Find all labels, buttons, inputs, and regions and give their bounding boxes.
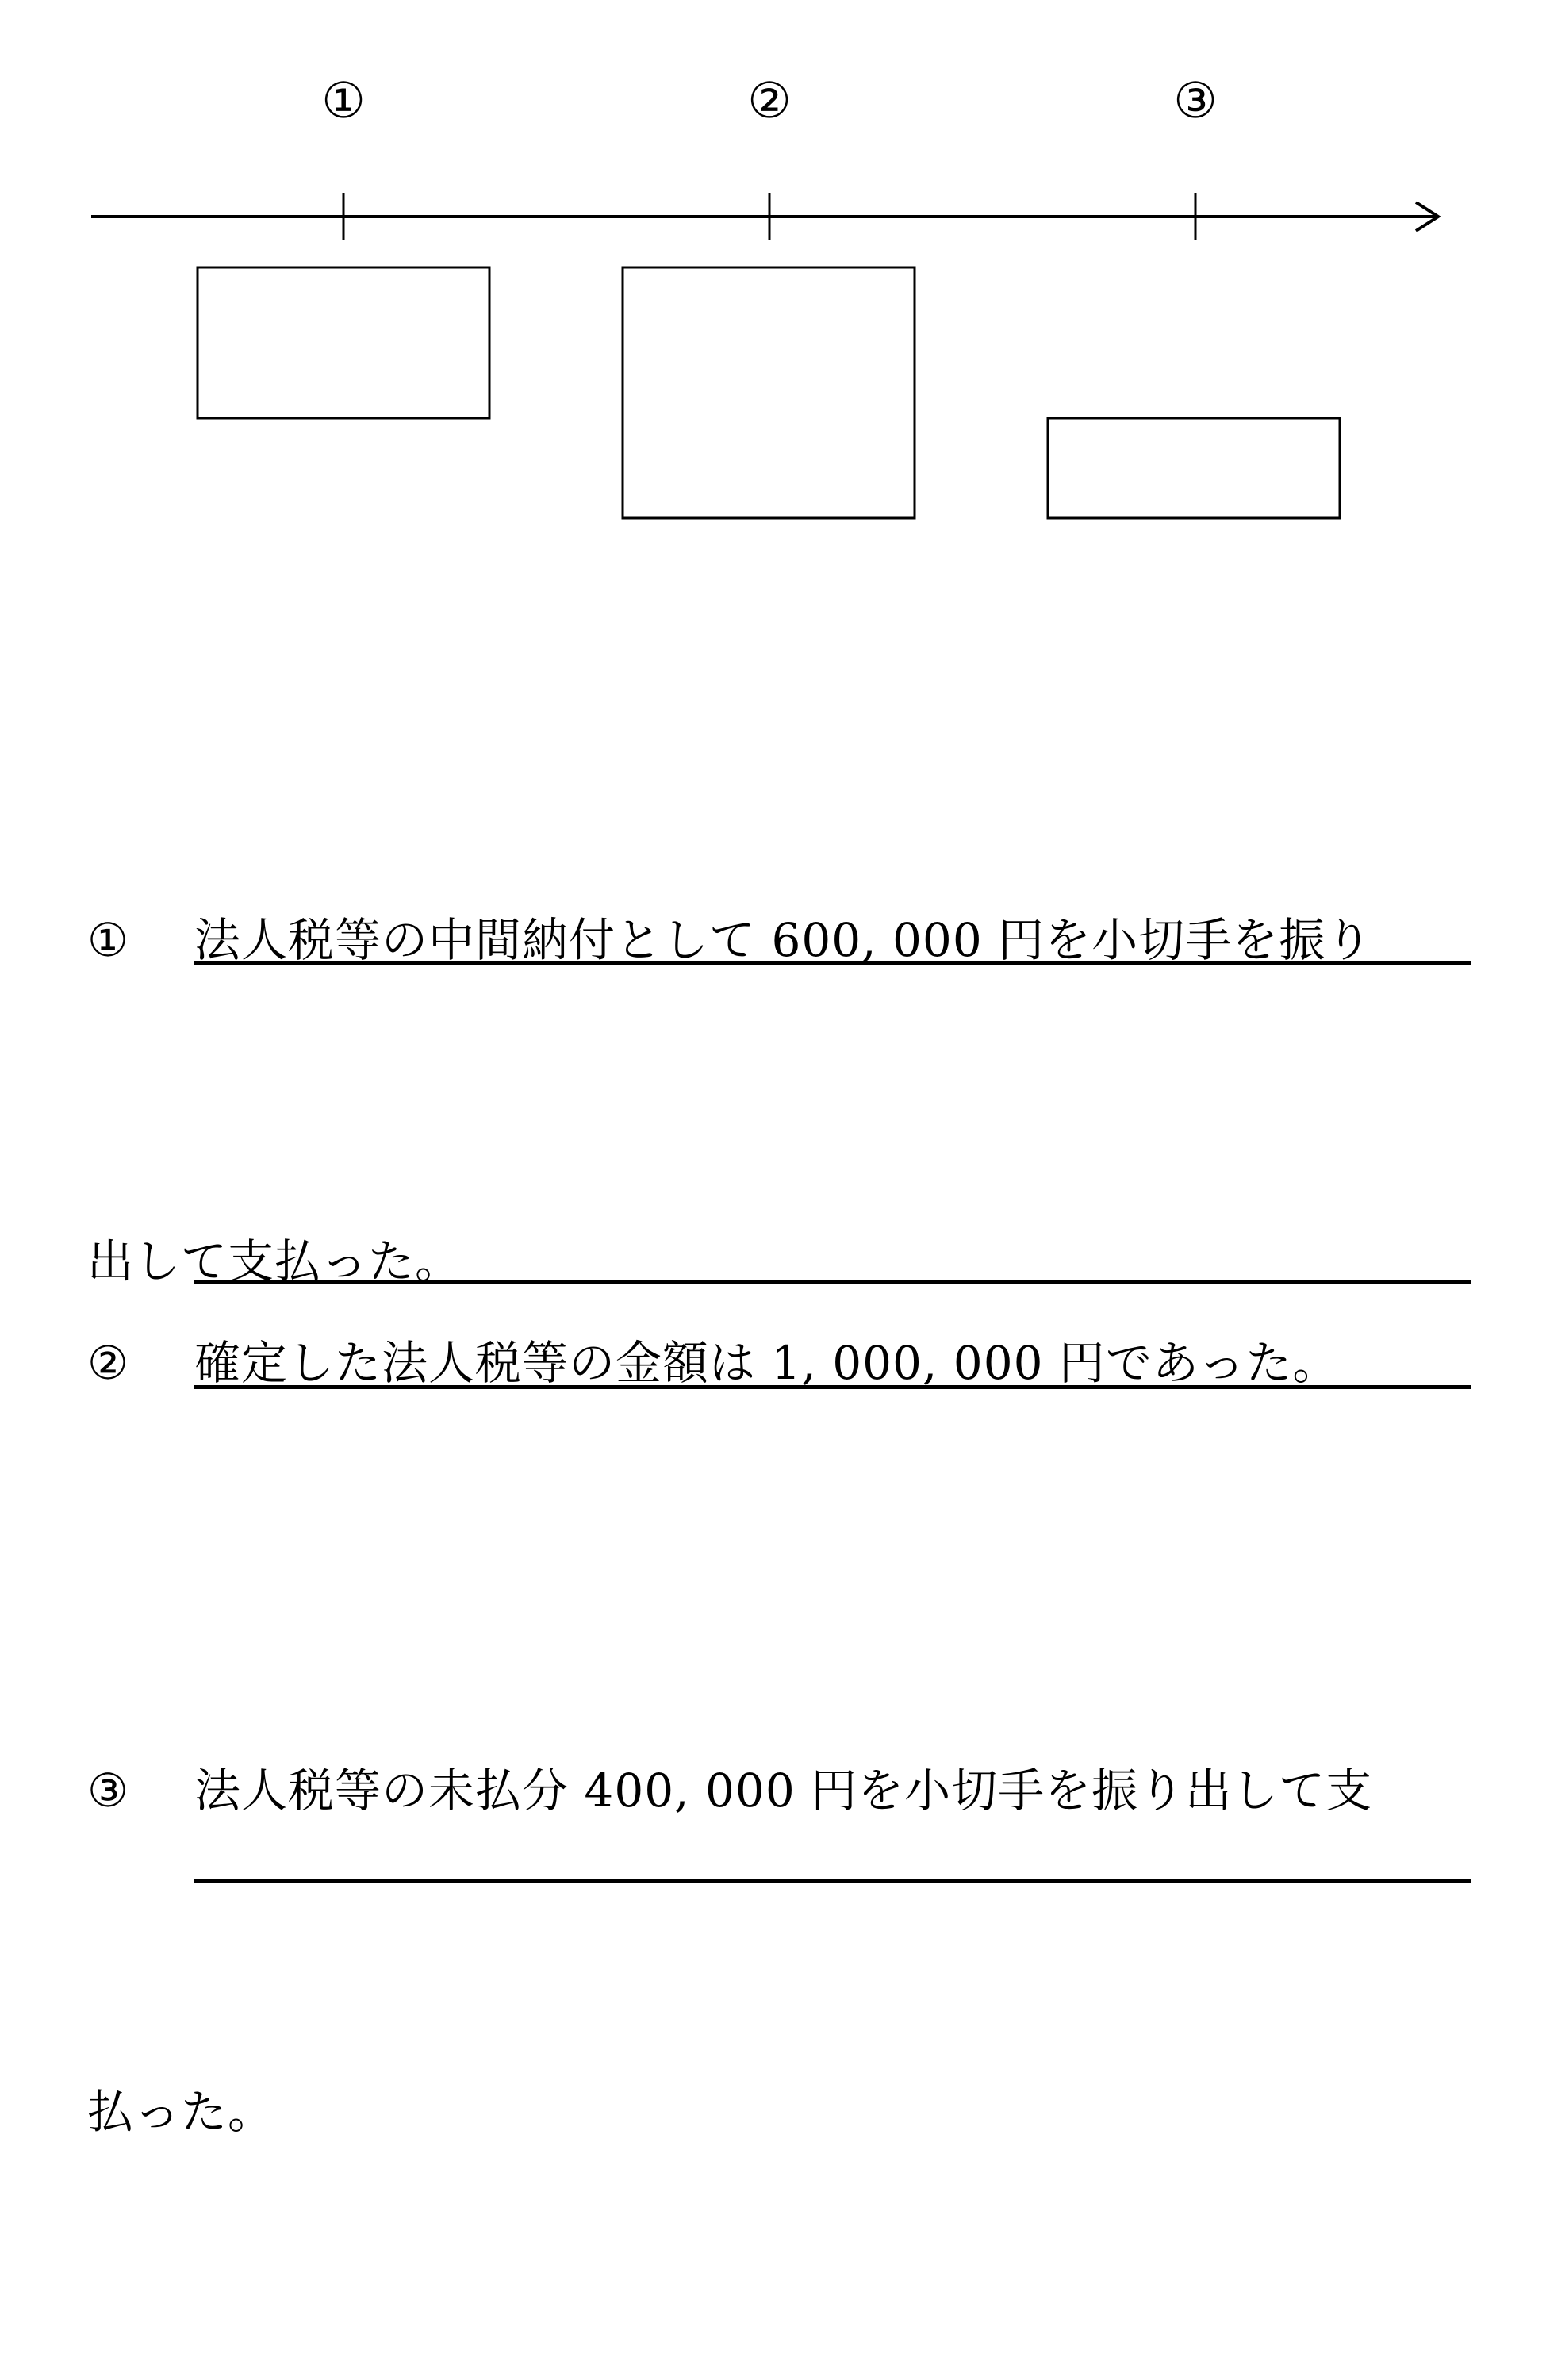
answer-line-3[interactable] bbox=[194, 1879, 1471, 1883]
answer-line-1[interactable] bbox=[194, 961, 1471, 965]
question-3-line-1 bbox=[87, 1737, 1475, 1844]
answer-box-2[interactable] bbox=[623, 267, 915, 518]
question-2-number: ② bbox=[87, 1336, 129, 1390]
answer-box-3[interactable] bbox=[1048, 418, 1340, 518]
question-3-line-2: 払った。 bbox=[87, 2085, 275, 2139]
marker-label-1: ① bbox=[321, 71, 366, 129]
answer-line-2a[interactable] bbox=[194, 1280, 1471, 1284]
question-3 bbox=[87, 1523, 1475, 2380]
marker-label-3: ③ bbox=[1173, 71, 1218, 129]
question-3-text: 法人税等の未払分 400, 000 円を小切手を振り出して支 bbox=[194, 1764, 1373, 1818]
question-1-number: ① bbox=[87, 913, 129, 967]
question-2-text: 確定した法人税等の金額は 1, 000, 000 円であった。 bbox=[194, 1336, 1340, 1390]
question-3-number: ③ bbox=[87, 1764, 129, 1818]
marker-label-2: ② bbox=[747, 71, 792, 129]
question-1-text: 法人税等の中間納付として 600, 000 円を小切手を振り bbox=[194, 913, 1373, 967]
answer-box-1[interactable] bbox=[198, 267, 489, 418]
timeline-diagram bbox=[0, 0, 1546, 555]
question-1-line-1 bbox=[87, 887, 1475, 994]
question-2-line-1 bbox=[87, 1310, 1475, 1417]
question-1-line-2: 出して支払った。 bbox=[87, 1234, 462, 1288]
answer-line-2b[interactable] bbox=[194, 1385, 1471, 1389]
